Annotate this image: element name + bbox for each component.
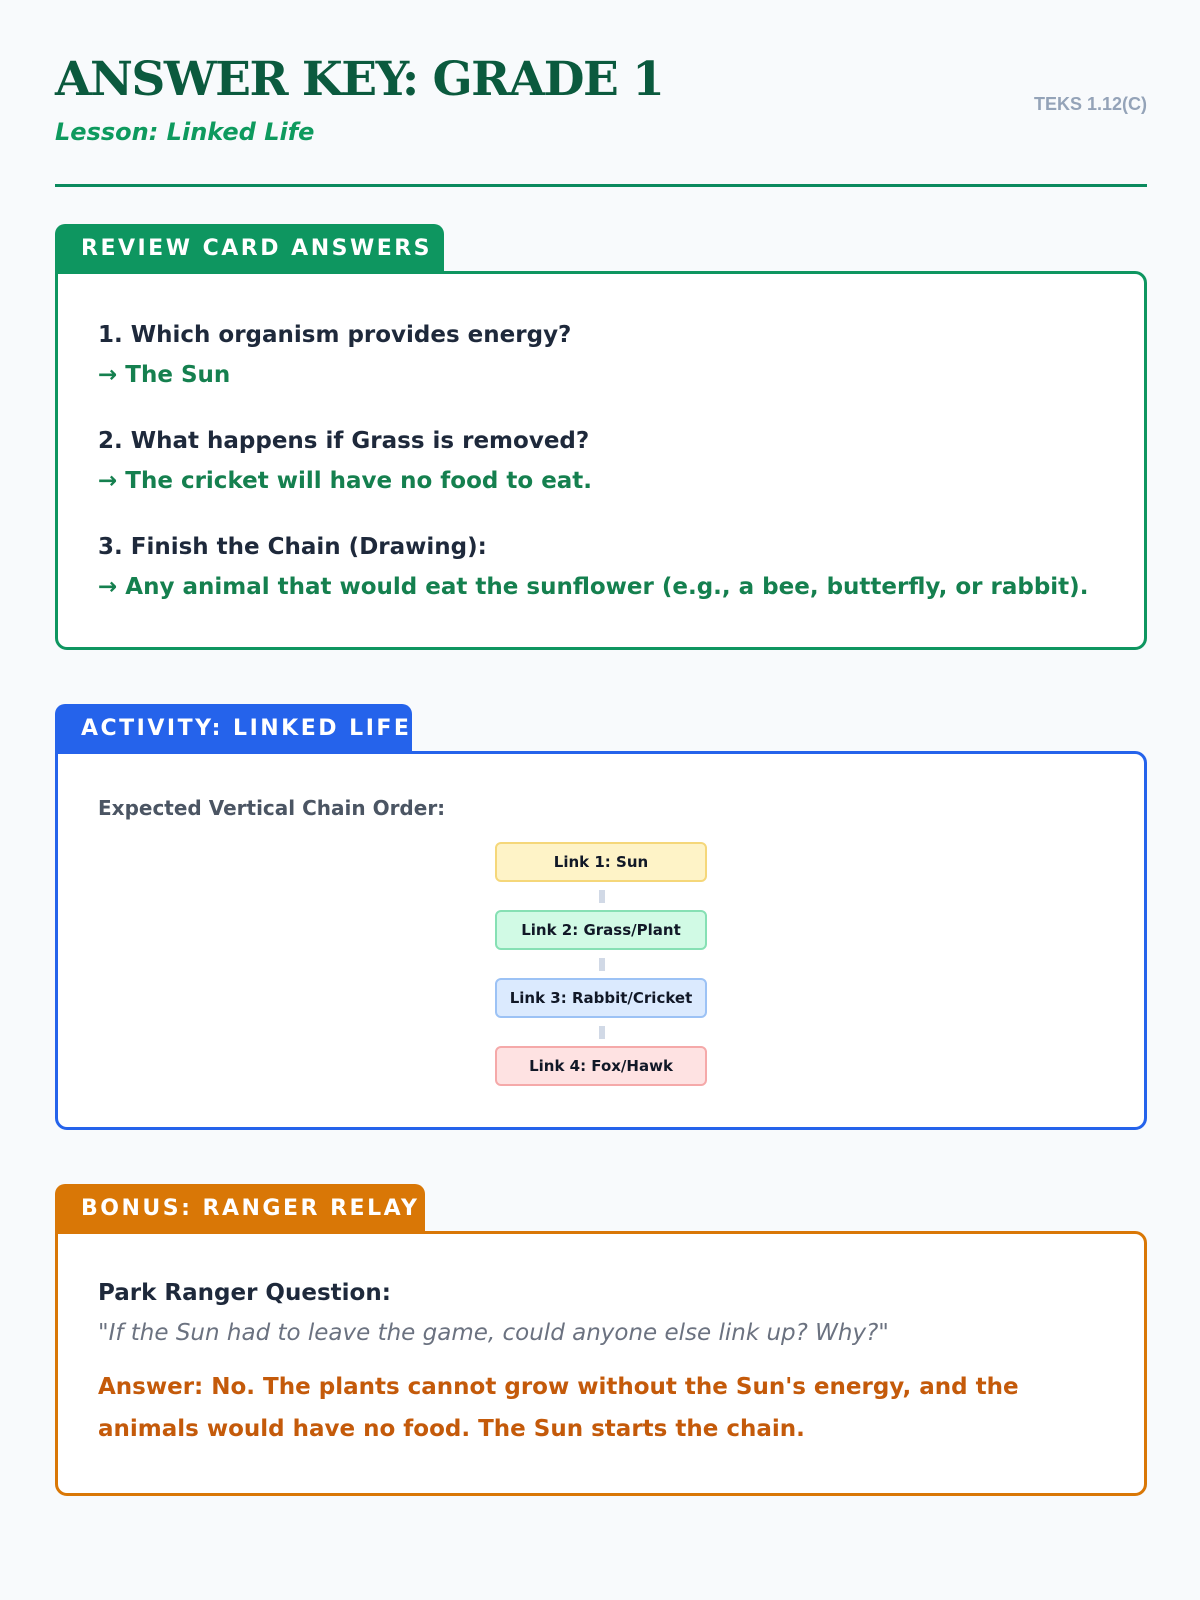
review-answer-3: → Any animal that would eat the sunflower (e.g., a bee, butterfly, or rabbit). — [98, 574, 1089, 600]
chain-connector — [599, 890, 605, 903]
activity-section-tab: ACTIVITY: LINKED LIFE — [55, 704, 412, 754]
ranger-question-quote: "If the Sun had to leave the game, could anyone else link up? Why?" — [98, 1320, 889, 1346]
review-question-2: 2. What happens if Grass is removed? — [98, 428, 590, 454]
review-answer-1: → The Sun — [98, 362, 231, 388]
activity-card — [55, 751, 1147, 1130]
standard-code: TEKS 1.12(C) — [1033, 94, 1147, 114]
chain-link-4: Link 4: Fox/Hawk — [495, 1046, 707, 1086]
page-header — [55, 52, 1147, 187]
ranger-question-label: Park Ranger Question: — [98, 1280, 391, 1306]
review-section-tab: REVIEW CARD ANSWERS — [55, 224, 444, 274]
bonus-section-tab: BONUS: RANGER RELAY — [55, 1184, 425, 1234]
chain-connector — [599, 1026, 605, 1039]
chain-link-1: Link 1: Sun — [495, 842, 707, 882]
page-title: ANSWER KEY: GRADE 1 — [55, 52, 664, 107]
chain-link-3: Link 3: Rabbit/Cricket — [495, 978, 707, 1018]
review-card — [55, 271, 1147, 650]
bonus-card — [55, 1231, 1147, 1496]
chain-order-label: Expected Vertical Chain Order: — [98, 796, 446, 820]
review-question-1: 1. Which organism provides energy? — [98, 322, 572, 348]
chain-connector — [599, 958, 605, 971]
review-question-3: 3. Finish the Chain (Drawing): — [98, 534, 487, 560]
lesson-subtitle: Lesson: Linked Life — [55, 118, 315, 146]
ranger-answer: Answer: No. The plants cannot grow without the Sun's energy, and the animals would have no food. The Sun starts the chain. — [98, 1374, 1019, 1442]
review-answer-2: → The cricket will have no food to eat. — [98, 468, 593, 494]
chain-link-2: Link 2: Grass/Plant — [495, 910, 707, 950]
